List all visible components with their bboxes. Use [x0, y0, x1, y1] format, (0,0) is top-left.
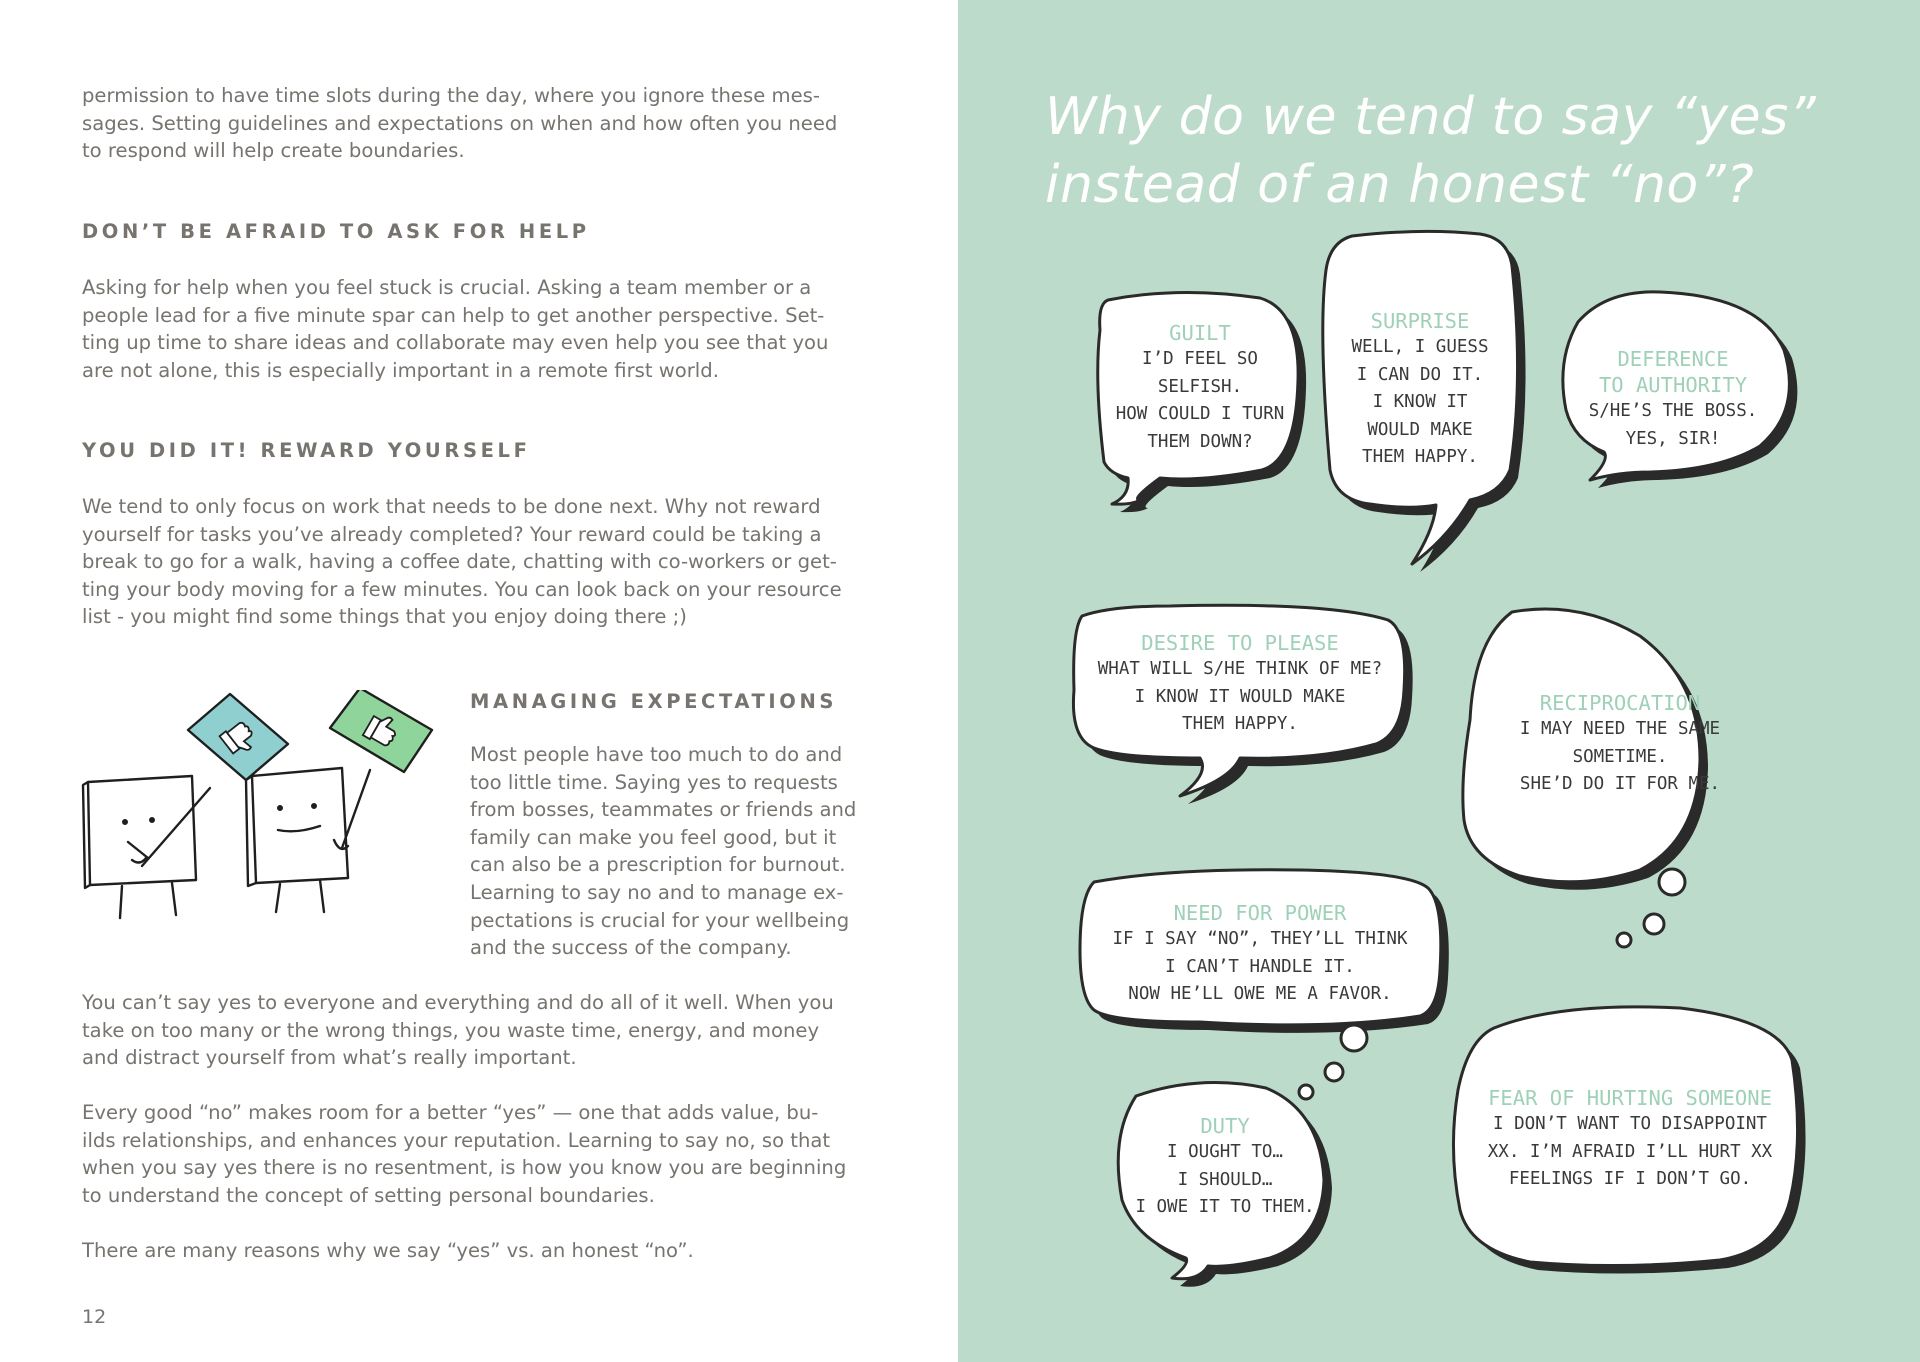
paragraph-4: There are many reasons why we say “yes” vs. an honest “no”.: [82, 1239, 694, 1262]
bubble-line: WHAT WILL S/HE THINK OF ME?: [1097, 659, 1383, 679]
bubble-line: I DON’T WANT TO DISAPPOINT: [1493, 1114, 1767, 1134]
bubble-line: IF I SAY “NO”, THEY’LL THINK: [1112, 929, 1408, 949]
bubble-line: SHE’D DO IT FOR ME.: [1519, 774, 1721, 794]
bubble-line: I SHOULD…: [1177, 1169, 1273, 1190]
bubble-line: FEELINGS IF I DON’T GO.: [1508, 1169, 1752, 1189]
intro-paragraph: permission to have time slots during the day, where you ignore these mes- sages. Setting guidelines and expectations on when and how often you need to respond will help create boundaries.: [82, 84, 838, 163]
bubble-fear-title: FEAR OF HURTING SOMEONE: [1488, 1086, 1772, 1110]
section-heading-help: DON’T BE AFRAID TO ASK FOR HELP: [82, 220, 590, 243]
bubble-line: NOW HE’LL OWE ME A FAVOR.: [1128, 984, 1392, 1004]
section-heading-reward: YOU DID IT! REWARD YOURSELF: [82, 439, 531, 462]
bubble-reciprocation-title: RECIPROCATION: [1539, 691, 1701, 715]
section-body-reward: We tend to only focus on work that needs to be done next. Why not reward yourself for tasks you’ve already completed? Your reward could be taking a break to go for a walk, having a coffee date, chatting with co-workers or get- ting your body moving for a few minutes. You can look back on your resource list - you might find some things that you enjoy doing there ;): [82, 495, 842, 629]
bubble-fear-text: [1460, 1085, 1800, 1194]
bubble-line: I MAY NEED THE SAME: [1519, 719, 1721, 739]
bubble-surprise-text: [1330, 308, 1510, 472]
bubble-power-text: [1090, 900, 1430, 1009]
bubble-line: I OWE IT TO THEM.: [1135, 1197, 1315, 1217]
bubble-line: I KNOW IT: [1372, 392, 1468, 412]
bubble-line: WELL, I GUESS: [1351, 337, 1489, 357]
bubble-deference-title: DEFERENCE TO AUTHORITY: [1598, 347, 1748, 397]
bubble-line: YES, SIR!: [1625, 428, 1721, 449]
section-body-help: Asking for help when you feel stuck is crucial. Asking a team member or a people lead for a five minute spar can help to get another perspective. Set- ting up time to share ideas and collaborate may even help you see that you are not alone, this is especially important in a remote first world.: [82, 276, 829, 382]
bubble-duty-title: DUTY: [1200, 1114, 1250, 1138]
bubble-line: XX. I’M AFRAID I’LL HURT XX: [1487, 1141, 1773, 1162]
bubble-line: I CAN’T HANDLE IT.: [1165, 956, 1355, 977]
bubble-duty-text: [1125, 1113, 1325, 1222]
page-number: 12: [82, 1306, 107, 1328]
bubble-line: I OUGHT TO…: [1167, 1142, 1283, 1162]
bubble-reciprocation-text: [1470, 690, 1770, 799]
bubble-desire-text: [1080, 630, 1400, 739]
bubble-line: SOMETIME.: [1572, 746, 1668, 767]
section-body-expectations: Most people have too much to do and too little time. Saying yes to requests from bosses, teammates or friends and family can make you feel good, but it can also be a prescription for burnout. Learning to say no and to manage ex- pectations is crucial for your wellbeing and the success of the company.: [470, 743, 857, 960]
bubble-desire-title: DESIRE TO PLEASE: [1141, 631, 1339, 655]
bubble-line: THEM HAPPY.: [1182, 714, 1298, 734]
bubble-line: THEM HAPPY.: [1362, 447, 1478, 467]
bubble-surprise-title: SURPRISE: [1370, 309, 1470, 333]
bubble-power-title: NEED FOR POWER: [1173, 901, 1347, 925]
bubble-line: HOW COULD I TURN: [1115, 404, 1285, 424]
bubble-line: I CAN DO IT.: [1356, 364, 1484, 385]
bubble-deference-text: [1568, 346, 1778, 453]
section-heading-expectations: MANAGING EXPECTATIONS: [470, 690, 838, 713]
paragraph-3: Every good “no” makes room for a better “yes” — one that adds value, bu- ilds relationships, and enhances your reputation. Learning to say no, so that when you say yes there is no resentment, is how you know you are beginning to understand the concept of setting personal boundaries.: [82, 1101, 847, 1207]
bubble-line: I’D FEEL SO SELFISH.: [1142, 349, 1258, 397]
bubble-line: S/HE’S THE BOSS.: [1588, 401, 1758, 421]
bubble-line: I KNOW IT WOULD MAKE: [1134, 686, 1346, 707]
bubble-line: WOULD MAKE: [1367, 419, 1473, 440]
bubble-guilt-text: [1105, 320, 1295, 456]
bubble-guilt-title: GUILT: [1169, 321, 1231, 345]
bubble-line: THEM DOWN?: [1147, 431, 1253, 452]
page-title: Why do we tend to say “yes” instead of an honest “no”?: [1045, 87, 1817, 215]
paragraph-2: You can’t say yes to everyone and everything and do all of it well. When you take on too many or the wrong things, you waste time, energy, and money and distract yourself from what’s really important.: [82, 991, 834, 1070]
